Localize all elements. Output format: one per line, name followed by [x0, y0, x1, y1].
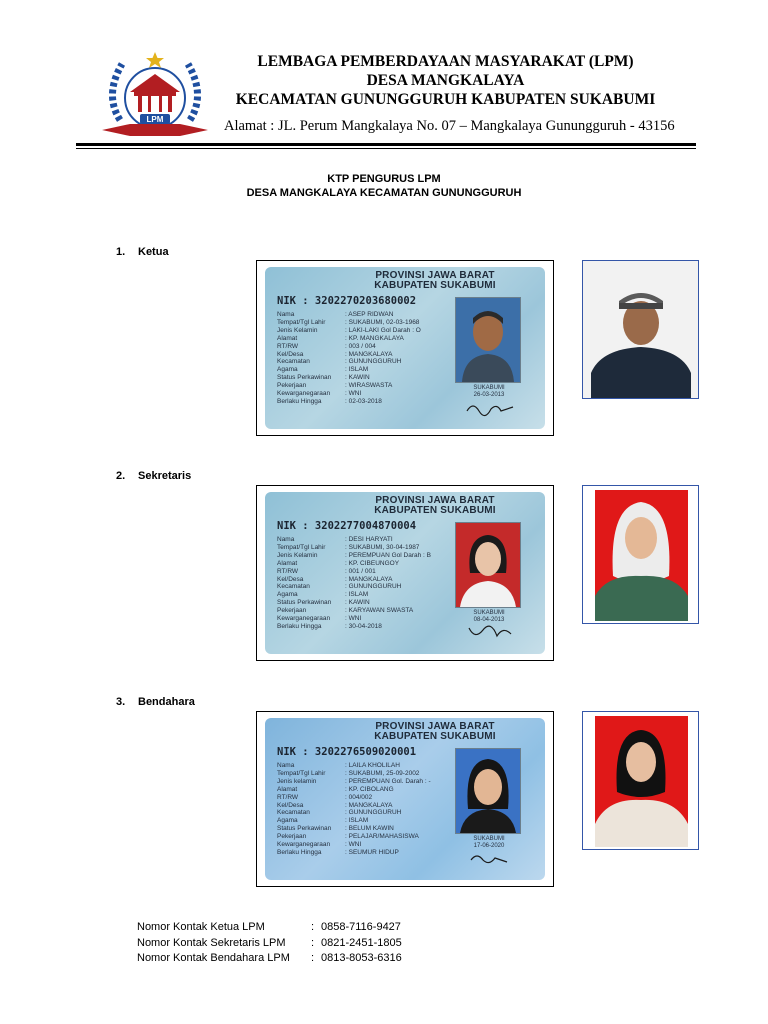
ktp-ketua — [256, 260, 554, 436]
ktp-portrait-icon — [456, 749, 520, 833]
ktp-field-row — [277, 802, 431, 810]
ktp-field-key: Alamat — [277, 334, 298, 342]
ktp-regency: KABUPATEN SUKABUMI — [374, 280, 496, 291]
ktp-field-key: Status Perkawinan — [277, 825, 332, 833]
ktp-field-row — [277, 358, 421, 366]
ktp-field-key: Pekerjaan — [277, 607, 307, 615]
ktp-field-key: Agama — [277, 817, 298, 825]
org-name: LEMBAGA PEMBERDAYAAN MASYARAKAT (LPM) — [257, 53, 634, 70]
ktp-field-value: : GUNUNGGURUH — [345, 583, 402, 591]
ktp-field-row — [277, 778, 431, 786]
ktp-field-key: Berlaku Hingga — [277, 848, 322, 856]
ktp-regency: KABUPATEN SUKABUMI — [374, 505, 496, 516]
contact-label: Nomor Kontak Sekretaris LPM — [137, 936, 286, 949]
ktp-field-value: : SUKABUMI, 30-04-1987 — [345, 543, 420, 551]
contact-sep: : — [311, 936, 315, 949]
ktp-field-row — [277, 311, 421, 319]
ktp-field-key: Kewarganegaraan — [277, 615, 331, 623]
ktp-field-key: Alamat — [277, 785, 298, 793]
section-bendahara-label — [116, 696, 195, 708]
district-name: KECAMATAN GUNUNGGURUH KABUPATEN SUKABUMI — [235, 91, 656, 108]
ktp-field-value: : PELAJAR/MAHASISWA — [345, 833, 419, 841]
ktp-field-value: : MANGKALAYA — [345, 575, 393, 583]
ktp-field-value: : BELUM KAWIN — [345, 825, 394, 833]
ktp-province: PROVINSI JAWA BARAT — [375, 495, 495, 506]
ktp-field-value: : 004/002 — [345, 793, 373, 801]
ktp-field-key: Tempat/Tgl Lahir — [277, 769, 326, 777]
ktp-field-key: Jenis Kelamin — [277, 326, 318, 334]
ktp-field-row — [277, 849, 431, 857]
ktp-field-key: Pekerjaan — [277, 833, 307, 841]
contact-row-bendahara — [137, 951, 402, 967]
ktp-field-key: Nama — [277, 536, 295, 543]
section-title: Sekretaris — [138, 470, 192, 482]
ktp-field-value: : SUKABUMI, 02-03-1968 — [345, 318, 420, 326]
ktp-portrait-icon — [456, 523, 520, 607]
ktp-field-value: : GUNUNGGURUH — [345, 358, 402, 366]
ktp-portrait-icon — [456, 298, 520, 382]
ktp-field-key: RT/RW — [277, 567, 299, 575]
ktp-field-value: : MANGKALAYA — [345, 350, 393, 358]
ktp-field-value: : LAILA KHOLILAH — [345, 762, 400, 769]
ktp-field-key: Status Perkawinan — [277, 374, 332, 382]
ktp-field-row — [277, 552, 431, 560]
logo-ribbon-icon — [102, 124, 208, 136]
letterhead-divider-thin — [76, 148, 696, 149]
doc-title: KTP PENGURUS LPM — [327, 173, 441, 185]
logo-star-icon — [146, 52, 164, 68]
ktp-nik: NIK : 3202270203680002 — [277, 295, 417, 307]
ktp-field-key: Agama — [277, 366, 298, 374]
ktp-nik: NIK : 3202277004870004 — [277, 520, 417, 532]
contact-phone: 0813-8053-6316 — [321, 952, 402, 964]
ktp-province: PROVINSI JAWA BARAT — [375, 270, 495, 281]
ktp-field-value: : PEREMPUAN Gol Darah : B — [345, 551, 431, 559]
ktp-field-row — [277, 544, 431, 552]
ktp-field-row — [277, 615, 431, 623]
ktp-sekretaris — [256, 485, 554, 661]
ktp-field-value: : 003 / 004 — [345, 342, 376, 350]
ktp-field-key: Kel/Desa — [277, 801, 304, 809]
ktp-field-value: : PEREMPUAN Gol. Darah : - — [345, 777, 431, 785]
ktp-field-value: : WNI — [345, 390, 362, 398]
ktp-field-row — [277, 560, 431, 568]
ktp-fields — [277, 536, 431, 631]
pasfoto-ketua-portrait-icon — [583, 261, 699, 399]
contact-phone: 0821-2451-1805 — [321, 936, 402, 949]
ktp-field-row — [277, 382, 421, 390]
ktp-field-row — [277, 366, 421, 374]
contact-sep: : — [311, 952, 315, 964]
ktp-field-key: Tempat/Tgl Lahir — [277, 543, 326, 551]
ktp-field-value: : KAWIN — [345, 374, 370, 382]
ktp-field-value: : WNI — [345, 841, 362, 849]
contact-row-sekretaris — [137, 936, 402, 952]
ktp-field-value: : KP. CIBOLANG — [345, 785, 394, 793]
ktp-issue-date: 26-03-2013 — [473, 392, 505, 398]
ktp-field-row — [277, 817, 431, 825]
ktp-field-key: RT/RW — [277, 342, 299, 350]
ktp-field-key: Berlaku Hingga — [277, 622, 322, 630]
section-title: Ketua — [138, 246, 169, 258]
ktp-field-row — [277, 623, 431, 631]
pasfoto-ketua — [582, 260, 699, 399]
ktp-field-key: Kecamatan — [277, 583, 310, 591]
pasfoto-sekretaris — [582, 485, 699, 624]
ktp-field-value: : DESI HARYATI — [345, 536, 393, 543]
ktp-field-key: Jenis Kelamin — [277, 551, 318, 559]
ktp-signature-icon — [461, 399, 521, 417]
ktp-field-row — [277, 825, 431, 833]
ktp-field-row — [277, 762, 431, 770]
ktp-field-key: Kewarganegaraan — [277, 390, 331, 398]
ktp-field-row — [277, 794, 431, 802]
ktp-field-value: : SUKABUMI, 25-09-2002 — [345, 769, 420, 777]
ktp-field-value: : ISLAM — [345, 366, 369, 374]
ktp-field-row — [277, 343, 421, 351]
ktp-field-value: : 02-03-2018 — [345, 397, 382, 405]
ktp-field-key: Berlaku Hingga — [277, 397, 322, 405]
contact-label: Nomor Kontak Bendahara LPM — [137, 952, 290, 964]
ktp-field-row — [277, 833, 431, 841]
ktp-regency: KABUPATEN SUKABUMI — [374, 731, 496, 742]
ktp-field-row — [277, 583, 431, 591]
ktp-field-row — [277, 770, 431, 778]
ktp-issue-place: SUKABUMI — [473, 385, 505, 391]
contact-sep: : — [311, 921, 315, 933]
ktp-photo — [455, 522, 521, 608]
ktp-signature-icon — [461, 850, 521, 868]
ktp-field-key: Kel/Desa — [277, 575, 304, 583]
ktp-field-value: : SEUMUR HIDUP — [345, 848, 399, 856]
ktp-field-row — [277, 591, 431, 599]
ktp-field-row — [277, 607, 431, 615]
ktp-field-value: : WIRASWASTA — [345, 382, 393, 390]
pasfoto-bendahara-portrait-icon — [583, 712, 699, 850]
ktp-field-key: Tempat/Tgl Lahir — [277, 318, 326, 326]
ktp-card — [265, 718, 545, 880]
ktp-issue-place: SUKABUMI — [473, 610, 505, 616]
ktp-field-value: : KAWIN — [345, 599, 370, 607]
ktp-field-row — [277, 576, 431, 584]
ktp-field-row — [277, 390, 421, 398]
section-number: 1. — [116, 246, 126, 258]
ktp-field-key: Kecamatan — [277, 358, 310, 366]
logo-text: LPM — [146, 115, 164, 124]
ktp-issue-date: 08-04-2013 — [473, 617, 505, 623]
ktp-field-row — [277, 536, 431, 544]
ktp-field-row — [277, 374, 421, 382]
section-number: 2. — [116, 470, 126, 482]
ktp-field-key: Kewarganegaraan — [277, 841, 331, 849]
section-number: 3. — [116, 696, 126, 708]
ktp-field-value: : LAKI-LAKI Gol Darah : O — [345, 326, 421, 334]
ktp-issue-place: SUKABUMI — [473, 836, 505, 842]
ktp-field-key: Kecamatan — [277, 809, 310, 817]
letterhead-divider-thick — [76, 143, 696, 146]
section-sekretaris-label — [116, 470, 191, 482]
ktp-signature-icon — [461, 624, 521, 642]
ktp-field-key: RT/RW — [277, 793, 299, 801]
ktp-field-row — [277, 319, 421, 327]
ktp-field-key: Jenis kelamin — [277, 777, 317, 785]
ktp-fields — [277, 311, 421, 406]
ktp-field-row — [277, 327, 421, 335]
ktp-field-row — [277, 398, 421, 406]
section-title: Bendahara — [138, 696, 195, 708]
ktp-field-row — [277, 599, 431, 607]
ktp-field-value: : ISLAM — [345, 591, 369, 599]
ktp-field-row — [277, 841, 431, 849]
ktp-fields — [277, 762, 431, 857]
village-name: DESA MANGKALAYA — [366, 72, 525, 89]
ktp-field-key: Alamat — [277, 559, 298, 567]
ktp-field-key: Pekerjaan — [277, 382, 307, 390]
lpm-logo — [100, 50, 210, 142]
ktp-field-value: : WNI — [345, 615, 362, 623]
ktp-field-value: : KP. CIBEUNGOY — [345, 559, 400, 567]
ktp-field-key: Agama — [277, 591, 298, 599]
pasfoto-sekretaris-portrait-icon — [583, 486, 699, 624]
doc-subtitle: DESA MANGKALAYA KECAMATAN GUNUNGGURUH — [246, 187, 522, 199]
ktp-field-row — [277, 786, 431, 794]
ktp-card — [265, 492, 545, 654]
ktp-province: PROVINSI JAWA BARAT — [375, 721, 495, 732]
ktp-field-row — [277, 335, 421, 343]
ktp-issue-date: 17-06-2020 — [473, 843, 505, 849]
ktp-nik: NIK : 3202276509020001 — [277, 746, 417, 758]
ktp-field-row — [277, 351, 421, 359]
section-ketua-label — [116, 246, 169, 258]
ktp-card — [265, 267, 545, 429]
ktp-field-row — [277, 568, 431, 576]
pasfoto-bendahara — [582, 711, 699, 850]
ktp-photo — [455, 748, 521, 834]
ktp-field-value: : 30-04-2018 — [345, 622, 382, 630]
ktp-field-row — [277, 809, 431, 817]
contact-label: Nomor Kontak Ketua LPM — [137, 921, 265, 933]
ktp-field-value: : MANGKALAYA — [345, 801, 393, 809]
contact-list — [137, 920, 402, 967]
ktp-field-value: : ISLAM — [345, 817, 369, 825]
ktp-field-key: Nama — [277, 762, 295, 769]
ktp-field-value: : GUNUNGGURUH — [345, 809, 402, 817]
ktp-field-key: Nama — [277, 311, 295, 318]
ktp-field-key: Status Perkawinan — [277, 599, 332, 607]
contact-phone: 0858-7116-9427 — [321, 921, 401, 933]
org-address: Alamat : JL. Perum Mangkalaya No. 07 – Mangkalaya Gunungguruh - 43156 — [224, 118, 675, 134]
ktp-field-value: : ASEP RIDWAN — [345, 311, 394, 318]
contact-row-ketua — [137, 920, 402, 936]
ktp-bendahara — [256, 711, 554, 887]
ktp-photo — [455, 297, 521, 383]
ktp-field-value: : 001 / 001 — [345, 567, 376, 575]
ktp-field-value: : KP. MANGKALAYA — [345, 334, 404, 342]
ktp-field-value: : KARYAWAN SWASTA — [345, 607, 414, 615]
ktp-field-key: Kel/Desa — [277, 350, 304, 358]
